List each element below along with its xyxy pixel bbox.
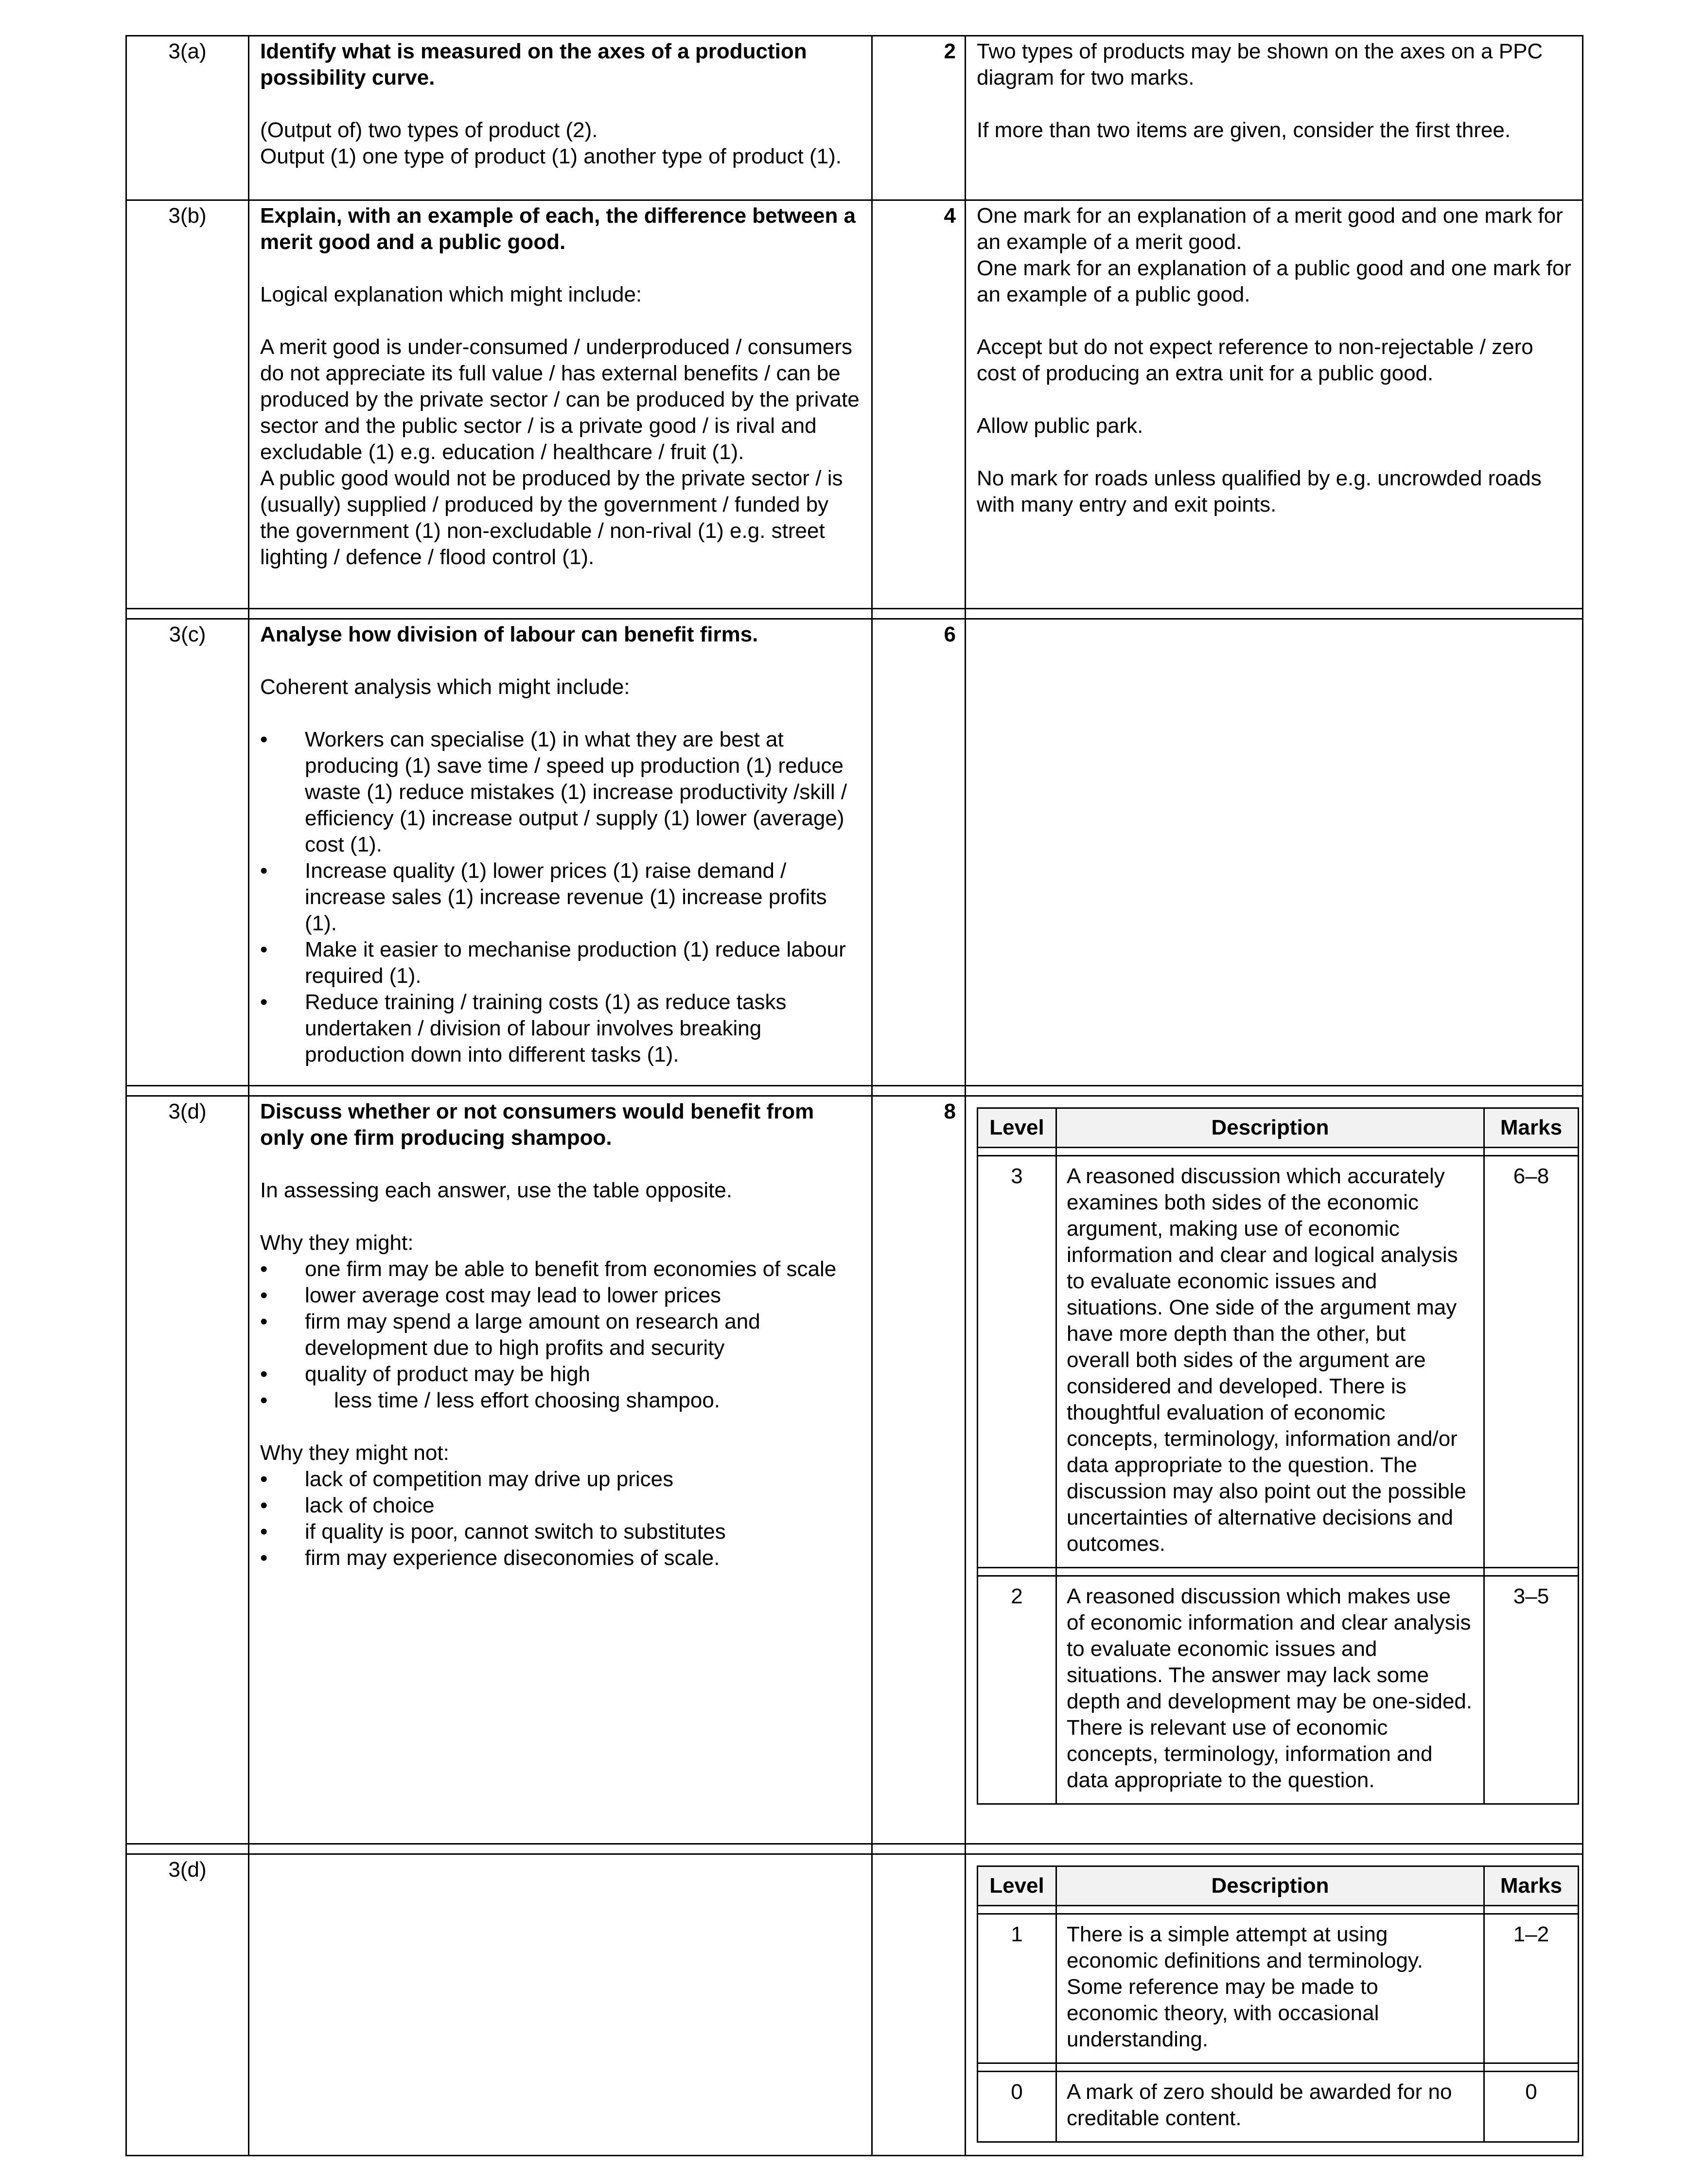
- guidance-cell: [966, 1854, 1583, 2156]
- marks-value: [872, 1854, 966, 2156]
- level-number: 1: [978, 1914, 1056, 2063]
- answer-line: Output (1) one type of product (1) another type of product (1).: [260, 144, 842, 168]
- question-number: 3(c): [126, 619, 249, 1086]
- answer-line: (Output of) two types of product (2).: [260, 118, 598, 142]
- mark-scheme-page: [125, 35, 1582, 2156]
- bullet-item: • less time / less effort choosing shampoo.: [260, 1387, 861, 1414]
- answer-cell: [249, 200, 872, 609]
- bullet-item: • lack of competition may drive up prices: [260, 1466, 861, 1492]
- guidance-line: Accept but do not expect reference to non-rejectable / zero cost of producing an extra unit for a public good.: [977, 335, 1533, 385]
- bullet-item: • lower average cost may lead to lower prices: [260, 1282, 861, 1309]
- level-row: [978, 1914, 1579, 2063]
- why-not-heading: Why they might not:: [260, 1441, 449, 1465]
- level-table: [977, 1107, 1579, 1805]
- answer-intro: Logical explanation which might include:: [260, 283, 642, 306]
- row-3d-continued: [126, 1854, 1583, 2156]
- level-row: [978, 1156, 1579, 1568]
- bullet-item: • Make it easier to mechanise production (1) reduce labour required (1).: [260, 937, 861, 989]
- level-number: 0: [978, 2072, 1056, 2142]
- marks-header: Marks: [1484, 1108, 1579, 1148]
- guidance-cell: [966, 200, 1583, 609]
- bullet-item: • firm may experience diseconomies of scale.: [260, 1545, 861, 1571]
- question-number: 3(a): [126, 36, 249, 200]
- level-header: Level: [978, 1108, 1056, 1148]
- row-3d: [126, 1096, 1583, 1844]
- marks-value: 2: [872, 36, 966, 200]
- description-header: Description: [1056, 1866, 1484, 1906]
- row-separator: [126, 1844, 1583, 1854]
- level-table-header: [978, 1866, 1579, 1906]
- bullet-item: • Workers can specialise (1) in what they are best at producing (1) save time / speed up production (1) reduce waste (1) reduce mistakes (1) increase productivity /skill / efficiency (1) increase output / supply (1) lower (average) cost (1).: [260, 727, 861, 858]
- guidance-cell: [966, 619, 1583, 1086]
- question-prompt: Analyse how division of labour can benefit firms.: [260, 622, 758, 646]
- bullet-item: • Reduce training / training costs (1) as reduce tasks undertaken / division of labour involves breaking production down into different tasks (1).: [260, 989, 861, 1068]
- level-row: [978, 1576, 1579, 1804]
- mark-scheme-table: [125, 35, 1583, 2156]
- level-description: A reasoned discussion which accurately examines both sides of the economic argument, making use of economic information and clear and logical analysis to evaluate economic issues and situations. One side of the argument may have more depth than the other, but overall both sides of the argument are considered and developed. There is thoughtful evaluation of economic concepts, terminology, information and/or data appropriate to the question. The discussion may also point out the possible uncertainties of alternative decisions and outcomes.: [1056, 1156, 1484, 1568]
- level-description: A mark of zero should be awarded for no creditable content.: [1056, 2072, 1484, 2142]
- answer-paragraph: A merit good is under-consumed / underproduced / consumers do not appreciate its full value / has external benefits / can be produced by the private sector / can be produced by the private sector and the public sector / is a private good / is rival and excludable (1) e.g. education / healthcare / fruit (1).: [260, 335, 860, 464]
- level-table: [977, 1865, 1579, 2143]
- level-description: There is a simple attempt at using economic definitions and terminology. Some reference may be made to economic theory, with occasional understanding.: [1056, 1914, 1484, 2063]
- bullet-item: • lack of choice: [260, 1492, 861, 1519]
- question-number: 3(d): [126, 1096, 249, 1844]
- question-prompt: Explain, with an example of each, the difference between a merit good and a public good.: [260, 204, 856, 254]
- level-number: 2: [978, 1576, 1056, 1804]
- row-3a: [126, 36, 1583, 200]
- marks-value: 6: [872, 619, 966, 1086]
- guidance-line: One mark for an explanation of a public good and one mark for an example of a public good.: [977, 256, 1571, 306]
- bullet-item: • firm may spend a large amount on research and development due to high profits and security: [260, 1309, 861, 1361]
- answer-cell: [249, 1096, 872, 1844]
- question-prompt: Discuss whether or not consumers would benefit from only one firm producing shampoo.: [260, 1100, 814, 1150]
- answer-intro: Coherent analysis which might include:: [260, 675, 630, 699]
- guidance-line: Allow public park.: [977, 414, 1143, 438]
- row-3c: [126, 619, 1583, 1086]
- answer-cell: [249, 36, 872, 200]
- answer-cell: [249, 1854, 872, 2156]
- description-header: Description: [1056, 1108, 1484, 1148]
- guidance-line: Two types of products may be shown on the axes on a PPC diagram for two marks.: [977, 39, 1543, 89]
- guidance-line: One mark for an explanation of a merit good and one mark for an example of a merit good.: [977, 204, 1563, 254]
- question-number: 3(b): [126, 200, 249, 609]
- bullet-item: • one firm may be able to benefit from economies of scale: [260, 1256, 861, 1282]
- bullet-item: • if quality is poor, cannot switch to substitutes: [260, 1519, 861, 1545]
- level-marks: 6–8: [1484, 1156, 1579, 1568]
- level-description: A reasoned discussion which makes use of economic information and clear analysis to evaluate economic issues and situations. The answer may lack some depth and development may be one-sided. There is relevant use of economic concepts, terminology, information and data appropriate to the question.: [1056, 1576, 1484, 1804]
- why-might-list: [260, 1256, 861, 1414]
- row-separator: [126, 609, 1583, 619]
- answer-bullet-list: [260, 727, 861, 1068]
- level-row: [978, 2072, 1579, 2142]
- bullet-item: • Increase quality (1) lower prices (1) raise demand / increase sales (1) increase revenue (1) increase profits (1).: [260, 858, 861, 937]
- guidance-line: If more than two items are given, consider the first three.: [977, 118, 1511, 142]
- guidance-cell: [966, 36, 1583, 200]
- answer-cell: [249, 619, 872, 1086]
- level-table-header: [978, 1108, 1579, 1148]
- guidance-line: No mark for roads unless qualified by e.g. uncrowded roads with many entry and exit points.: [977, 466, 1542, 516]
- row-3b: [126, 200, 1583, 609]
- why-not-list: [260, 1466, 861, 1571]
- answer-intro: In assessing each answer, use the table opposite.: [260, 1178, 733, 1202]
- question-number: 3(d): [126, 1854, 249, 2156]
- marks-value: 8: [872, 1096, 966, 1844]
- level-header: Level: [978, 1866, 1056, 1906]
- row-separator: [126, 1086, 1583, 1096]
- guidance-cell: [966, 1096, 1583, 1844]
- marks-value: 4: [872, 200, 966, 609]
- level-marks: 3–5: [1484, 1576, 1579, 1804]
- why-might-heading: Why they might:: [260, 1231, 414, 1255]
- bullet-item: • quality of product may be high: [260, 1361, 861, 1387]
- question-prompt: Identify what is measured on the axes of a production possibility curve.: [260, 39, 807, 89]
- level-marks: 0: [1484, 2072, 1579, 2142]
- level-marks: 1–2: [1484, 1914, 1579, 2063]
- level-number: 3: [978, 1156, 1056, 1568]
- marks-header: Marks: [1484, 1866, 1579, 1906]
- answer-paragraph: A public good would not be produced by the private sector / is (usually) supplied / produced by the government / funded by the government (1) non-excludable / non-rival (1) e.g. street lighting / defence / flood control (1).: [260, 466, 843, 569]
